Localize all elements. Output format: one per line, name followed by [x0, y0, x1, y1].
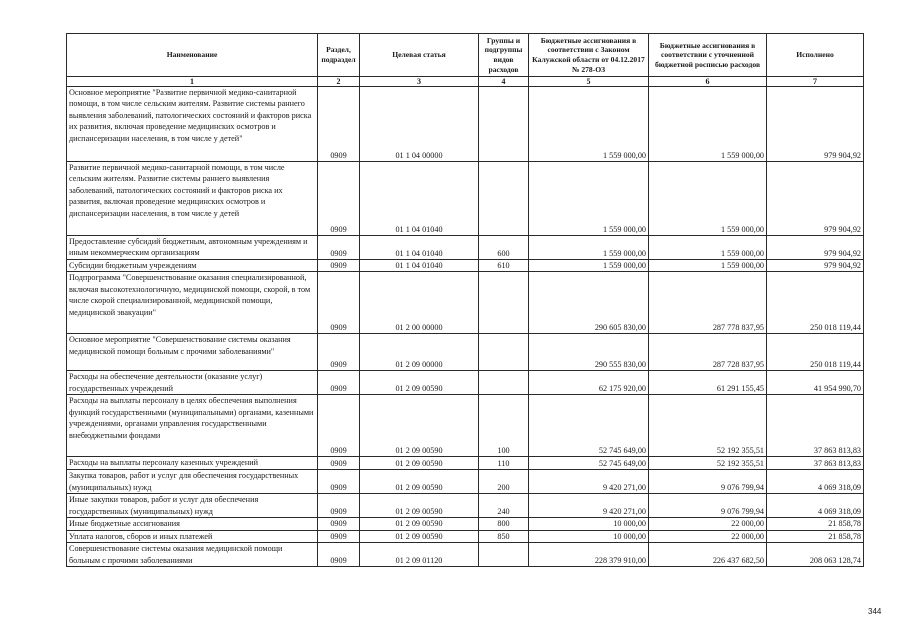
revised-allocation-cell: 287 778 837,95	[649, 272, 767, 334]
expense-group-cell: 110	[479, 457, 529, 470]
law-allocation-cell: 1 559 000,00	[529, 87, 649, 162]
item-name-cell: Предоставление субсидий бюджетным, автономным учреждениям и иным некоммерческим организациям	[67, 236, 318, 260]
law-allocation-cell: 52 745 649,00	[529, 395, 649, 457]
section-code-cell: 0909	[318, 494, 360, 518]
target-article-cell: 01 2 09 00590	[360, 494, 479, 518]
table-row	[67, 371, 864, 395]
target-article-cell: 01 2 09 00590	[360, 457, 479, 470]
section-code-cell: 0909	[318, 530, 360, 542]
executed-amount-cell: 250 018 119,44	[767, 334, 864, 371]
executed-amount-cell: 979 904,92	[767, 236, 864, 260]
column-header-expense-group: Группы и подгруппы видов расходов	[479, 34, 529, 77]
column-number-row	[67, 77, 864, 87]
target-article-cell: 01 1 04 01040	[360, 236, 479, 260]
section-code-cell: 0909	[318, 272, 360, 334]
table-body	[67, 87, 864, 567]
column-number: 3	[360, 77, 479, 87]
executed-amount-cell: 979 904,92	[767, 162, 864, 236]
law-allocation-cell: 1 559 000,00	[529, 236, 649, 260]
column-number: 7	[767, 77, 864, 87]
law-allocation-cell: 228 379 910,00	[529, 543, 649, 567]
target-article-cell: 01 1 04 01040	[360, 260, 479, 272]
expense-group-cell: 600	[479, 236, 529, 260]
column-number: 4	[479, 77, 529, 87]
item-name-cell: Подпрограмма "Совершенствование оказания специализированной, включая высокотехнологичную, медицинской помощи, скорой, в том числе скорой специализированной, медицинской помощи, медицинской эвакуации"	[67, 272, 318, 334]
executed-amount-cell: 4 069 318,09	[767, 470, 864, 494]
expense-group-cell	[479, 334, 529, 371]
revised-allocation-cell: 226 437 682,50	[649, 543, 767, 567]
law-allocation-cell: 1 559 000,00	[529, 260, 649, 272]
expense-group-cell	[479, 272, 529, 334]
executed-amount-cell: 208 063 128,74	[767, 543, 864, 567]
law-allocation-cell: 9 420 271,00	[529, 470, 649, 494]
expense-group-cell	[479, 87, 529, 162]
executed-amount-cell: 41 954 990,70	[767, 371, 864, 395]
expense-group-cell: 800	[479, 518, 529, 530]
table-row	[67, 518, 864, 530]
revised-allocation-cell: 61 291 155,45	[649, 371, 767, 395]
item-name-cell: Закупка товаров, работ и услуг для обеспечения государственных (муниципальных) нужд	[67, 470, 318, 494]
item-name-cell: Основное мероприятие "Развитие первичной медико-санитарной помощи, в том числе сельским жителям. Развитие системы раннего выявления заболеваний, патологических состояний и факторов риска их развития, включая проведение медицинских осмотров и диспансеризации населения, в том числе у детей"	[67, 87, 318, 162]
target-article-cell: 01 2 09 00590	[360, 470, 479, 494]
law-allocation-cell: 290 605 830,00	[529, 272, 649, 334]
column-header-executed-amount: Исполнено	[767, 34, 864, 77]
item-name-cell: Расходы на выплаты персоналу казенных учреждений	[67, 457, 318, 470]
target-article-cell: 01 2 09 01120	[360, 543, 479, 567]
item-name-cell: Уплата налогов, сборов и иных платежей	[67, 530, 318, 542]
expense-group-cell	[479, 162, 529, 236]
target-article-cell: 01 2 09 00590	[360, 371, 479, 395]
column-header-revised-allocation: Бюджетные ассигнования в соответствии с уточненной бюджетной росписью расходов	[649, 34, 767, 77]
revised-allocation-cell: 22 000,00	[649, 530, 767, 542]
table-row	[67, 470, 864, 494]
law-allocation-cell: 1 559 000,00	[529, 162, 649, 236]
law-allocation-cell: 52 745 649,00	[529, 457, 649, 470]
revised-allocation-cell: 52 192 355,51	[649, 457, 767, 470]
law-allocation-cell: 10 000,00	[529, 530, 649, 542]
item-name-cell: Основное мероприятие "Совершенствование системы оказания медицинской помощи больным с прочими заболеваниями"	[67, 334, 318, 371]
table-row	[67, 87, 864, 162]
table-row	[67, 162, 864, 236]
table-header	[67, 34, 864, 87]
item-name-cell: Субсидии бюджетным учреждениям	[67, 260, 318, 272]
executed-amount-cell: 37 863 813,83	[767, 457, 864, 470]
executed-amount-cell: 4 069 318,09	[767, 494, 864, 518]
section-code-cell: 0909	[318, 457, 360, 470]
expense-group-cell: 200	[479, 470, 529, 494]
column-number: 6	[649, 77, 767, 87]
page-number: 344	[868, 607, 882, 616]
section-code-cell: 0909	[318, 236, 360, 260]
law-allocation-cell: 290 555 830,00	[529, 334, 649, 371]
table-row	[67, 260, 864, 272]
item-name-cell: Иные закупки товаров, работ и услуг для обеспечения государственных (муниципальных) нужд	[67, 494, 318, 518]
law-allocation-cell: 10 000,00	[529, 518, 649, 530]
target-article-cell: 01 2 09 00590	[360, 518, 479, 530]
expense-group-cell: 610	[479, 260, 529, 272]
target-article-cell: 01 1 04 00000	[360, 87, 479, 162]
executed-amount-cell: 979 904,92	[767, 87, 864, 162]
section-code-cell: 0909	[318, 543, 360, 567]
item-name-cell: Иные бюджетные ассигнования	[67, 518, 318, 530]
budget-execution-table	[66, 33, 864, 567]
revised-allocation-cell: 1 559 000,00	[649, 162, 767, 236]
executed-amount-cell: 979 904,92	[767, 260, 864, 272]
section-code-cell: 0909	[318, 470, 360, 494]
section-code-cell: 0909	[318, 334, 360, 371]
header-row	[67, 34, 864, 77]
table-row	[67, 543, 864, 567]
executed-amount-cell: 21 858,78	[767, 518, 864, 530]
column-header-target-article: Целевая статья	[360, 34, 479, 77]
executed-amount-cell: 37 863 813,83	[767, 395, 864, 457]
item-name-cell: Расходы на обеспечение деятельности (оказание услуг) государственных учреждений	[67, 371, 318, 395]
column-number: 2	[318, 77, 360, 87]
table-row	[67, 530, 864, 542]
revised-allocation-cell: 1 559 000,00	[649, 87, 767, 162]
section-code-cell: 0909	[318, 260, 360, 272]
table-row	[67, 494, 864, 518]
item-name-cell: Совершенствование системы оказания медицинской помощи больным с прочими заболеваниями	[67, 543, 318, 567]
table-row	[67, 236, 864, 260]
expense-group-cell: 850	[479, 530, 529, 542]
table-row	[67, 457, 864, 470]
executed-amount-cell: 21 858,78	[767, 530, 864, 542]
executed-amount-cell: 250 018 119,44	[767, 272, 864, 334]
column-header-law-allocation: Бюджетные ассигнования в соответствии с Законом Калужской области от 04.12.2017 № 278-ОЗ	[529, 34, 649, 77]
section-code-cell: 0909	[318, 87, 360, 162]
table-row	[67, 395, 864, 457]
target-article-cell: 01 2 09 00590	[360, 395, 479, 457]
column-header-section-code: Раздел, подраздел	[318, 34, 360, 77]
target-article-cell: 01 2 09 00590	[360, 530, 479, 542]
target-article-cell: 01 1 04 01040	[360, 162, 479, 236]
section-code-cell: 0909	[318, 371, 360, 395]
table-row	[67, 334, 864, 371]
revised-allocation-cell: 287 728 837,95	[649, 334, 767, 371]
expense-group-cell: 240	[479, 494, 529, 518]
expense-group-cell: 100	[479, 395, 529, 457]
table-row	[67, 272, 864, 334]
section-code-cell: 0909	[318, 395, 360, 457]
column-number: 5	[529, 77, 649, 87]
revised-allocation-cell: 52 192 355,51	[649, 395, 767, 457]
section-code-cell: 0909	[318, 162, 360, 236]
expense-group-cell	[479, 543, 529, 567]
revised-allocation-cell: 1 559 000,00	[649, 236, 767, 260]
column-header-item-name: Наименование	[67, 34, 318, 77]
law-allocation-cell: 62 175 920,00	[529, 371, 649, 395]
revised-allocation-cell: 22 000,00	[649, 518, 767, 530]
expense-group-cell	[479, 371, 529, 395]
item-name-cell: Расходы на выплаты персоналу в целях обеспечения выполнения функций государственными (муниципальными) органами, казенными учреждениями, органами управления государственными внебюджетными фондами	[67, 395, 318, 457]
revised-allocation-cell: 9 076 799,94	[649, 470, 767, 494]
target-article-cell: 01 2 09 00000	[360, 334, 479, 371]
revised-allocation-cell: 9 076 799,94	[649, 494, 767, 518]
item-name-cell: Развитие первичной медико-санитарной помощи, в том числе сельским жителям. Развитие системы раннего выявления заболеваний, патологических состояний и факторов риска их развития, включая проведение медицинских осмотров и диспансеризации населения, в том числе у детей	[67, 162, 318, 236]
target-article-cell: 01 2 00 00000	[360, 272, 479, 334]
revised-allocation-cell: 1 559 000,00	[649, 260, 767, 272]
law-allocation-cell: 9 420 271,00	[529, 494, 649, 518]
column-number: 1	[67, 77, 318, 87]
section-code-cell: 0909	[318, 518, 360, 530]
